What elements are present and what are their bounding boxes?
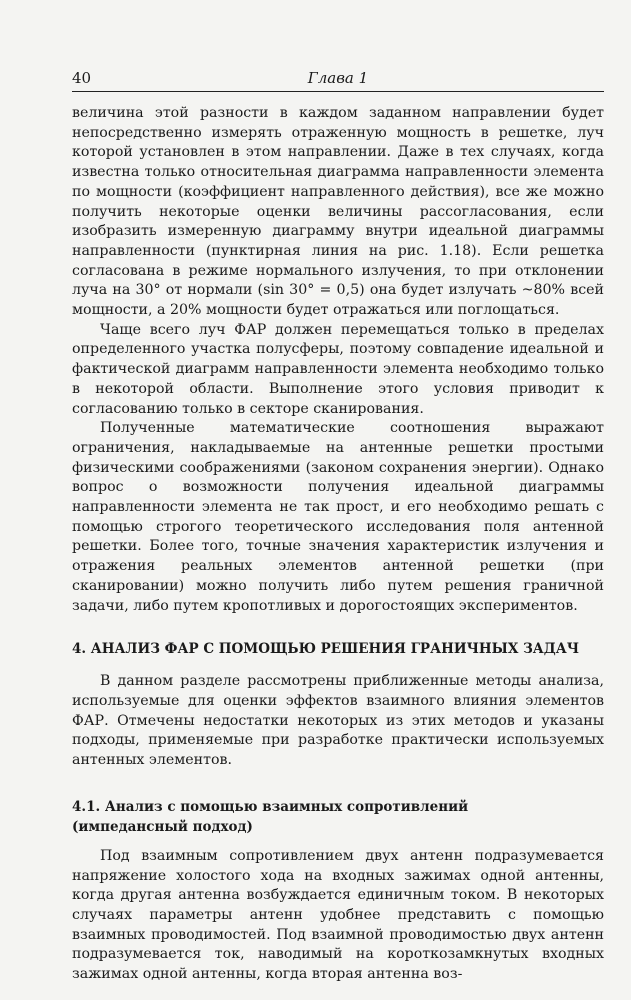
paragraph-3: Полученные математические соотношения выражают ограничения, накладываемые на антенные решетки простыми физическими соображениями (законом сохранения энергии). Однако вопрос о возможности получения идеальной диаграммы направленности элемента не так прост, и его необходимо решать с помощью строгого теоретического исследования поля антенной решетки. Более того, точные значения характеристик излучения и отражения реальных элементов антенной решетки (при сканировании) можно получить либо путем решения граничной задачи, либо путем кропотливых и дорогостоящих экспериментов. [72, 420, 604, 614]
running-title: Глава 1 [307, 69, 369, 87]
paragraph-2: Чаще всего луч ФАР должен перемещаться только в пределах определенного участка полусферы, поэтому совпадение идеальной и фактической диаграмм направленности элемента необходимо только в некоторой области. Выполнение этого условия приводит к согласованию только в секторе сканирования. [72, 321, 604, 417]
section-4-1-title-line1: 4.1. Анализ с помощью взаимных сопротивлений [72, 798, 469, 815]
page-header [72, 69, 604, 89]
section-4-heading: 4. АНАЛИЗ ФАР С ПОМОЩЬЮ РЕШЕНИЯ ГРАНИЧНЫХ ЗАДАЧ [72, 641, 580, 658]
paragraph-5: Под взаимным сопротивлением двух антенн подразумевается напряжение холостого хода на входных зажимах одной антенны, когда другая антенна возбуждается единичным током. В некоторых случаях параметры антенн удобнее представить с помощью взаимных проводимостей. Под взаимной проводимостью двух антенн подразумевается ток, наводимый на короткозамкнутых входных зажимах одной антенны, когда вторая антенна воз- [72, 847, 604, 983]
paragraph-4: В данном разделе рассмотрены приближенные методы анализа, используемые для оценки эффектов взаимного влияния элементов ФАР. Отмечены недостатки некоторых из этих методов и указаны подходы, применяемые при разработке практически используемых антенных элементов. [72, 673, 604, 769]
header-rule [72, 91, 604, 92]
section-4-1-heading [72, 797, 604, 837]
page-number: 40 [72, 69, 92, 87]
paragraph-1: величина этой разности в каждом заданном направлении будет непосредственно измерять отраженную мощность в решетке, луч которой установлен в этом направлении. Даже в тех случаях, когда известна только относительная диаграмма направленности элемента по мощности (коэффициент направленного действия), все же можно получить некоторые оценки величины рассогласования, если изобразить измеренную диаграмму внутри идеальной диаграммы направленности (пунктирная линия на рис. 1.18). Если решетка согласована в режиме нормального излучения, то при отклонении луча на 30° от нормали (sin 30° = 0,5) она будет излучать ~80% всей мощности, а 20% мощности будет отражаться или поглощаться. [72, 105, 604, 319]
section-4-1-title-line2: (импедансный подход) [72, 818, 253, 835]
page-body [72, 104, 604, 985]
